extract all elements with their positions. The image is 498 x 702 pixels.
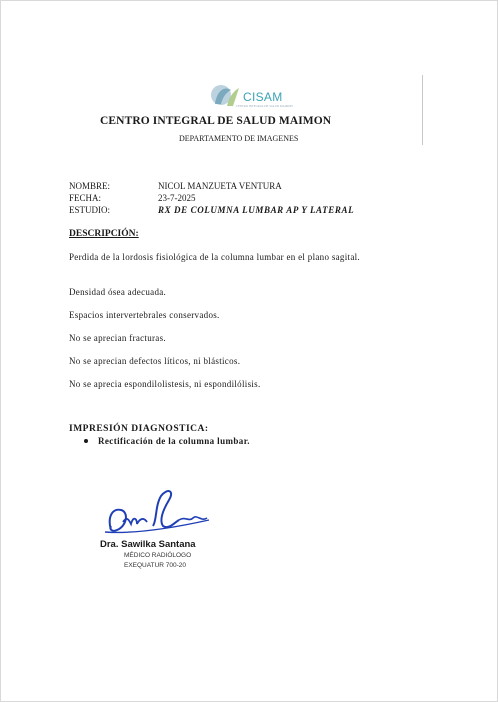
description-paragraph: No se aprecian fracturas. bbox=[69, 333, 166, 343]
description-paragraph: No se aprecian defectos líticos, ni blásticos. bbox=[69, 356, 241, 366]
description-paragraph: No se aprecia espondilolistesis, ni espondilólisis. bbox=[69, 379, 261, 389]
signer-name: Dra. Sawilka Santana bbox=[100, 539, 196, 550]
date-label: FECHA: bbox=[69, 193, 102, 203]
impression-item bbox=[84, 436, 250, 446]
bullet-icon bbox=[84, 439, 88, 443]
logo-text: CISAM bbox=[243, 90, 283, 104]
signer-exequatur: EXEQUATUR 700-20 bbox=[124, 562, 187, 569]
name-label: NOMBRE: bbox=[69, 181, 111, 191]
description-paragraph: Espacios intervertebrales conservados. bbox=[69, 310, 220, 320]
study-label: ESTUDIO: bbox=[69, 205, 110, 215]
description-paragraph: Perdida de la lordosis fisiológica de la columna lumbar en el plano sagital. bbox=[69, 252, 360, 262]
department-name: DEPARTAMENTO DE IMAGENES bbox=[179, 134, 299, 143]
study-value: RX DE COLUMNA LUMBAR AP Y LATERAL bbox=[158, 205, 355, 215]
logo-subtext: CENTRO INTEGRAL DE SALUD MAIMON bbox=[236, 104, 293, 108]
impression-heading: IMPRESIÓN DIAGNOSTICA: bbox=[69, 424, 209, 434]
impression-item-text: Rectificación de la columna lumbar. bbox=[98, 436, 250, 446]
name-value: NICOL MANZUETA VENTURA bbox=[158, 181, 282, 191]
page-title: CENTRO INTEGRAL DE SALUD MAIMON bbox=[100, 115, 332, 127]
description-paragraph: Densidad ósea adecuada. bbox=[69, 287, 167, 297]
date-value: 23-7-2025 bbox=[158, 193, 196, 203]
handwritten-signature bbox=[103, 486, 213, 538]
margin-rule bbox=[422, 75, 423, 145]
signer-role: MÉDICO RADIÓLOGO bbox=[124, 552, 192, 559]
description-heading: DESCRIPCIÓN: bbox=[69, 229, 139, 239]
